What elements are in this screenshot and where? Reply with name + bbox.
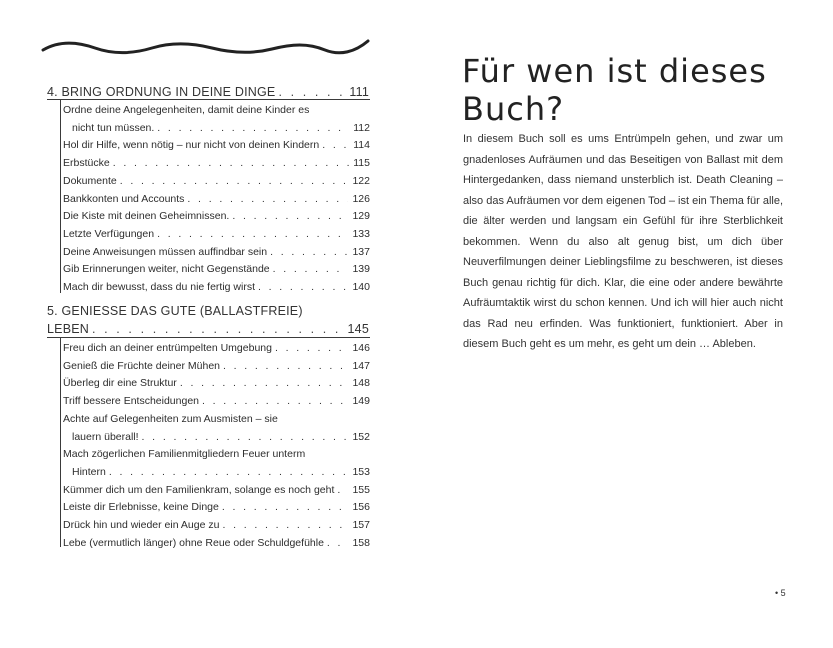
page-number: • 5: [775, 588, 786, 598]
toc-entry-text: Hol dir Hilfe, wenn nötig – nur nicht von deinen Kindern: [63, 139, 320, 152]
toc-entry[interactable]: [63, 517, 370, 535]
toc-entry[interactable]: [63, 226, 370, 244]
toc-entry-page: 115: [353, 157, 370, 170]
toc-entry-page: 158: [352, 536, 370, 549]
leader-dots: [202, 393, 348, 411]
toc-entry-text: Deine Anweisungen müssen auffindbar sein: [63, 245, 268, 258]
toc-entry-text: Triff bessere Entscheidungen: [63, 395, 199, 408]
toc-entry[interactable]: [63, 208, 370, 226]
leader-dots: [232, 208, 348, 226]
chapter-4-bracket: [60, 100, 61, 293]
toc-entry[interactable]: [63, 155, 370, 173]
toc-entry-page: 157: [352, 519, 370, 532]
leader-dots: [223, 358, 348, 376]
chapter-5-bracket: [60, 338, 61, 547]
toc-entry-page: 155: [352, 483, 370, 496]
toc-entry-text: Achte auf Gelegenheiten zum Ausmisten – sie: [63, 412, 278, 425]
toc-entry-page: 133: [352, 227, 370, 240]
toc-entry-text: lauern überall!: [72, 430, 139, 443]
leader-dots: [258, 279, 348, 297]
toc-entry-page: 156: [352, 501, 370, 514]
chapter-5-title-line1: 5. GENIESSE DAS GUTE (BALLASTFREIE): [47, 304, 303, 318]
wavy-line-icon: [40, 38, 372, 60]
leader-dots: [142, 429, 349, 447]
toc-entry[interactable]: [63, 411, 370, 446]
body-paragraph: In diesem Buch soll es ums Entrümpeln gehen, und zwar um gnadenloses Aufräumen und das Beseitigen von Ballast mit dem Hintergedanken, dass niemand unsterblich ist. Death Cleaning – also das Aufräumen vor dem eigenen Tod – ist ein Thema für alle, die älter werden und langsam ein Gefühl für ihre Sterblichkeit bekommen. Wenn du also alt genug bist, um dich über Neuverfilmungen deiner Lieblingsfilme zu beschweren, ist dieses Buch genau richtig für dich. Klar, die eine oder andere bewährte Aufräumtaktik wirst du schon kennen. Und ich will hier auch nicht das Rad neu erfinden. Was funktioniert, funktioniert. Aber in diesem Buch geht es um mehr, es geht um dein … Ableben.: [463, 133, 784, 350]
toc-entry-page: 129: [352, 210, 370, 223]
chapter-5-rule: [47, 337, 370, 338]
chapter-5-entries: [63, 340, 370, 552]
leader-dots: [113, 155, 350, 173]
leader-dots: [157, 226, 348, 244]
toc-entry-page: 152: [352, 430, 370, 443]
leader-dots: [327, 535, 349, 553]
toc-entry-page: 140: [352, 281, 370, 294]
toc-entry[interactable]: [63, 173, 370, 191]
toc-entry-page: 149: [352, 395, 370, 408]
toc-entry-page: 146: [352, 342, 370, 354]
chapter-4-page: 111: [349, 85, 369, 99]
chapter-4-rule: [47, 99, 370, 100]
toc-entry-text: Mach dir bewusst, dass du nie fertig wirst: [63, 281, 255, 294]
toc-entry-text: Dokumente: [63, 174, 117, 187]
leader-dots: [109, 464, 349, 482]
page-title: Für wen ist dieses Buch?: [462, 52, 767, 128]
toc-entry[interactable]: [63, 102, 370, 137]
leader-dots: [157, 120, 349, 138]
toc-entry-page: 147: [352, 359, 370, 372]
toc-entry-text: Gib Erinnerungen weiter, nicht Gegenstände: [63, 263, 270, 276]
toc-entry-text: Leiste dir Erlebnisse, keine Dinge: [63, 501, 219, 514]
toc-entry-page: 148: [352, 377, 370, 390]
toc-entry[interactable]: [63, 535, 370, 553]
leader-dots: [92, 320, 345, 338]
toc-entry-text: Erbstücke: [63, 157, 110, 170]
toc-entry[interactable]: [63, 279, 370, 297]
toc-entry-page: 114: [353, 139, 370, 152]
chapter-4-entries: [63, 102, 370, 297]
leader-dots: [275, 340, 349, 358]
toc-entry-page: 126: [352, 192, 370, 205]
toc-entry-text: Hintern: [72, 465, 106, 478]
toc-entry[interactable]: [63, 393, 370, 411]
chapter-5-page: 145: [347, 322, 369, 336]
toc-entry[interactable]: [63, 137, 370, 155]
toc-entry-text: Mach zögerlichen Familienmitgliedern Feuer unterm: [63, 448, 306, 461]
toc-entry-text: Die Kiste mit deinen Geheimnissen.: [63, 210, 230, 223]
chapter-5-title-line2: LEBEN: [47, 322, 89, 336]
leader-dots: [273, 261, 349, 279]
leader-dots: [270, 244, 348, 262]
toc-entry[interactable]: [63, 375, 370, 393]
toc-entry[interactable]: [63, 499, 370, 517]
toc-entry-text: Genieß die Früchte deiner Mühen: [63, 359, 221, 372]
toc-entry-text: Kümmer dich um den Familienkram, solange es noch geht: [63, 483, 335, 496]
toc-entry-page: 137: [352, 245, 370, 258]
toc-entry[interactable]: [63, 446, 370, 481]
leader-dots: [222, 499, 349, 517]
chapter-5-heading[interactable]: [47, 302, 369, 338]
toc-entry-text: Letzte Verfügungen: [63, 227, 155, 240]
toc-entry[interactable]: [63, 358, 370, 376]
leader-dots: [222, 517, 348, 535]
toc-entry-text: Ordne deine Angelegenheiten, damit deine Kinder es: [63, 104, 310, 116]
leader-dots: [180, 375, 349, 393]
toc-entry[interactable]: [63, 191, 370, 209]
leader-dots: [337, 482, 348, 500]
toc-entry-text: Drück hin und wieder ein Auge zu: [63, 519, 220, 532]
toc-entry-page: 139: [352, 263, 370, 276]
toc-entry-text: Lebe (vermutlich länger) ohne Reue oder Schuldgefühle: [63, 536, 324, 549]
toc-entry[interactable]: [63, 482, 370, 500]
toc-entry-text: Überleg dir eine Struktur: [63, 377, 177, 390]
toc-entry-page: 112: [353, 121, 370, 134]
toc-entry[interactable]: [63, 261, 370, 279]
toc-entry-text: Freu dich an deiner entrümpelten Umgebung: [63, 342, 272, 354]
toc-entry-page: 153: [352, 465, 370, 478]
toc-entry-text: Bankkonten und Accounts: [63, 192, 185, 205]
toc-entry[interactable]: [63, 340, 370, 358]
chapter-4-title: 4. BRING ORDNUNG IN DEINE DINGE: [47, 85, 276, 99]
toc-entry-text: nicht tun müssen.: [72, 121, 155, 134]
leader-dots: [187, 191, 348, 209]
toc-entry-page: 122: [352, 174, 370, 187]
leader-dots: [322, 137, 349, 155]
toc-entry[interactable]: [63, 244, 370, 262]
leader-dots: [120, 173, 349, 191]
